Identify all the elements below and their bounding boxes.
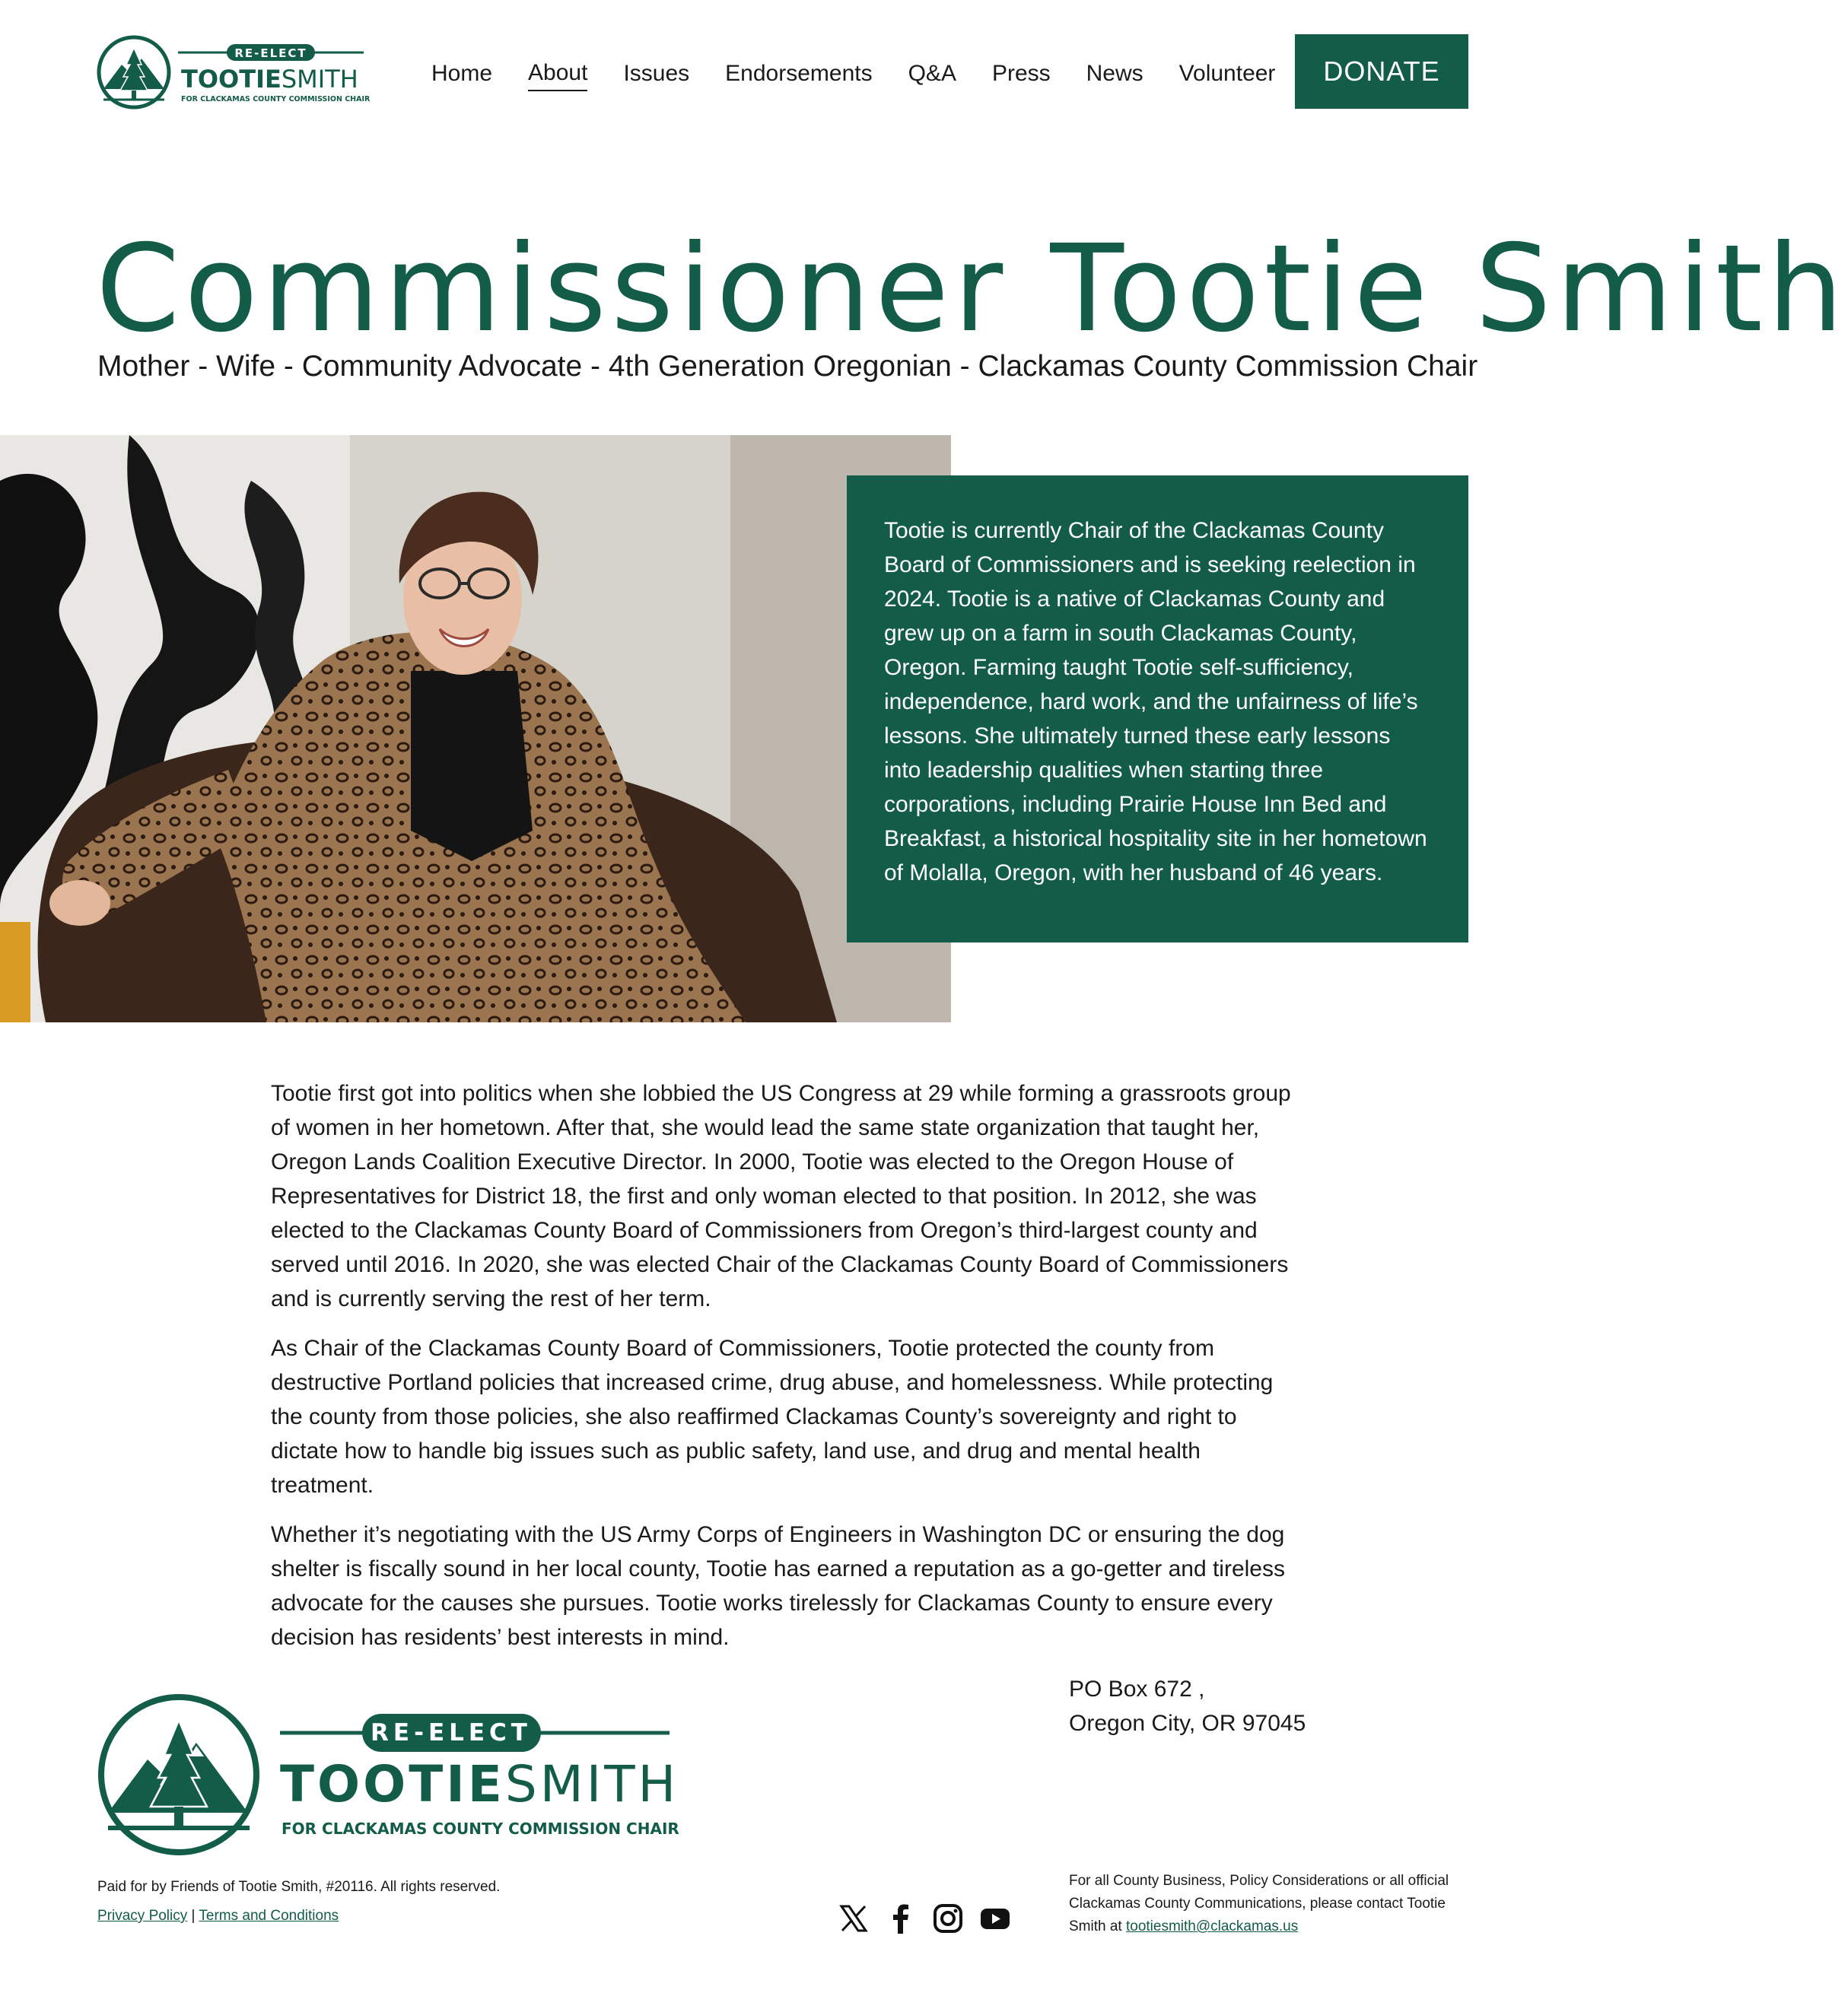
nav-news[interactable]: News — [1086, 61, 1143, 86]
main-nav — [431, 55, 1311, 93]
campaign-logo-large — [97, 1693, 679, 1856]
donate-button[interactable]: DONATE — [1295, 34, 1468, 109]
contact-text: For all County Business, Policy Considerations or all official Clackamas County Communications, please contact Tootie Smith at — [1069, 1873, 1449, 1934]
page-title: Commissioner Tootie Smith — [96, 219, 1848, 359]
bio-paragraph: As Chair of the Clackamas County Board of Commissioners, Tootie protected the county from destructive Portland policies that increased crime, drug abuse, and homelessness. While protecting the county from those policies, she also reaffirmed Clackamas County’s sovereignty and right to dictate how to handle big issues such as public safety, land use, and drug and mental health treatment. — [271, 1336, 1274, 1498]
instagram-icon[interactable] — [933, 1903, 963, 1934]
address-line-1: PO Box 672 , — [1069, 1677, 1205, 1702]
page-subtitle: Mother - Wife - Community Advocate - 4th Generation Oregonian - Clackamas County Commission Chair — [97, 350, 1478, 383]
bio-paragraph: Whether it’s negotiating with the US Army Corps of Engineers in Washington DC or ensuring the dog shelter is fiscally sound in her local county, Tootie has earned a reputation as a go-getter and tireless advocate for the causes she pursues. Tootie works tirelessly for Clackamas County to ensure every decision has residents’ best interests in mind. — [271, 1522, 1285, 1650]
footer-logo-tagline: FOR CLACKAMAS COUNTY COMMISSION CHAIR — [281, 1820, 679, 1838]
mailing-address — [1069, 1672, 1306, 1740]
nav-home[interactable]: Home — [431, 61, 493, 86]
youtube-icon[interactable] — [980, 1903, 1010, 1934]
svg-text:TOOTIESMITH — [280, 1755, 679, 1813]
facebook-icon[interactable] — [886, 1903, 916, 1934]
nav-qa[interactable]: Q&A — [908, 61, 956, 86]
social-links — [838, 1903, 1027, 1934]
footer-logo-top-label: RE-ELECT — [371, 1719, 532, 1747]
svg-text:TOOTIESMITH — [181, 65, 358, 94]
header-logo[interactable] — [97, 34, 371, 110]
bio-paragraph: Tootie first got into politics when she lobbied the US Congress at 29 while forming a grassroots group of women in her hometown. After that, she would lead the same state organization that taught her, Oregon Lands Coalition Executive Director. In 2000, Tootie was elected to the Oregon House of Representatives for District 18, the first and only woman elected to that position. In 2012, she was elected to the Clackamas County Board of Commissioners from Oregon’s third-largest county and served until 2016. In 2020, she was elected Chair of the Clackamas County Board of Commissioners and is currently serving the rest of her term. — [271, 1081, 1291, 1311]
paid-for-disclaimer: Paid for by Friends of Tootie Smith, #20116. All rights reserved. — [97, 1879, 501, 1895]
bio-body — [271, 1076, 1306, 1670]
footer-logo-first-name: TOOTIE — [280, 1755, 505, 1813]
portrait-photo — [0, 435, 951, 1022]
logo-last-name: SMITH — [281, 65, 358, 94]
county-contact-note — [1069, 1870, 1472, 1938]
nav-about[interactable]: About — [528, 56, 587, 91]
nav-endorsements[interactable]: Endorsements — [725, 61, 873, 86]
campaign-logo — [97, 34, 371, 110]
portrait-illustration — [0, 435, 951, 1022]
nav-press[interactable]: Press — [991, 61, 1051, 86]
logo-first-name: TOOTIE — [181, 65, 281, 94]
legal-links — [97, 1908, 339, 1925]
footer-logo-last-name: SMITH — [504, 1755, 679, 1813]
bio-summary-box — [847, 475, 1468, 942]
x-icon[interactable] — [838, 1903, 869, 1934]
link-separator: | — [191, 1908, 196, 1924]
terms-link[interactable]: Terms and Conditions — [199, 1908, 339, 1924]
address-line-2: Oregon City, OR 97045 — [1069, 1711, 1306, 1736]
nav-issues[interactable]: Issues — [623, 61, 690, 86]
bio-summary-text: Tootie is currently Chair of the Clackamas County Board of Commissioners and is seeking reelection in 2024. Tootie is a native of Clackamas County and grew up on a farm in south Clackamas County, Oregon. Farming taught Tootie self-sufficiency, independence, hard work, and the unfairness of life’s lessons. She ultimately turned these early lessons into leadership qualities when starting three corporations, including Prairie House Inn Bed and Breakfast, a historical hospitality site in her hometown of Molalla, Oregon, with her husband of 46 years. — [884, 518, 1427, 885]
logo-top-label: RE-ELECT — [234, 46, 307, 60]
contact-email-link[interactable]: tootiesmith@clackamas.us — [1125, 1918, 1299, 1934]
footer-logo[interactable] — [97, 1693, 679, 1856]
logo-tagline: FOR CLACKAMAS COUNTY COMMISSION CHAIR — [181, 95, 371, 103]
nav-volunteer[interactable]: Volunteer — [1178, 61, 1276, 86]
privacy-policy-link[interactable]: Privacy Policy — [97, 1908, 188, 1924]
